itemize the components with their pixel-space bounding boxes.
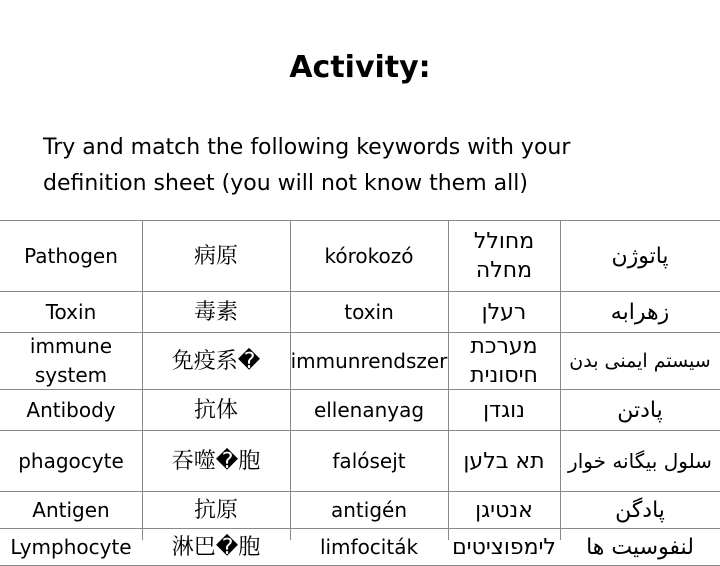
- english-term: Lymphocyte: [10, 534, 132, 559]
- english-term: Pathogen: [24, 243, 118, 268]
- hungarian-term: falósejt: [332, 448, 406, 473]
- persian-term: زهرابه: [610, 299, 670, 325]
- hungarian-term: kórokozó: [324, 243, 414, 268]
- chinese-term: 病原: [193, 243, 238, 269]
- hebrew-term: רעלן: [481, 299, 527, 325]
- english-term: Antibody: [26, 397, 116, 422]
- persian-term: پاتوژن: [611, 243, 669, 269]
- table-row: [0, 292, 720, 333]
- hungarian-term: antigén: [330, 497, 407, 522]
- chinese-term: 免疫系�: [171, 348, 261, 374]
- persian-term: پادتن: [617, 397, 663, 423]
- hungarian-term: ellenanyag: [313, 397, 425, 422]
- persian-term: لنفوسیت ها: [586, 534, 694, 560]
- persian-term: سیستم ایمنی بدن: [569, 349, 711, 372]
- chinese-term: 毒素: [193, 299, 238, 325]
- table-row: [0, 333, 720, 390]
- hungarian-term: limfociták: [319, 534, 419, 559]
- table-row: [0, 221, 720, 292]
- table-row: [0, 492, 720, 529]
- chinese-term: 吞噬�胞: [171, 448, 261, 474]
- column-divider: [448, 220, 449, 540]
- chinese-term: 淋巴�胞: [171, 534, 261, 560]
- persian-term: پادگن: [615, 497, 665, 523]
- hebrew-term: לימפוציטים: [452, 534, 556, 560]
- chinese-term: 抗原: [193, 497, 238, 523]
- table-row: [0, 529, 720, 566]
- english-term: immune system: [29, 334, 113, 387]
- english-term: Toxin: [45, 299, 97, 324]
- hebrew-term: תא בלען: [463, 448, 545, 474]
- hebrew-term: מחולל מחלה: [473, 229, 535, 283]
- column-divider: [142, 220, 143, 540]
- hungarian-term: toxin: [344, 299, 394, 324]
- column-divider: [560, 220, 561, 540]
- chinese-term: 抗体: [193, 397, 238, 423]
- english-term: Antigen: [32, 497, 110, 522]
- keyword-table: [0, 220, 720, 566]
- hungarian-term: immunrendszer: [290, 348, 448, 373]
- table-row: [0, 390, 720, 431]
- hebrew-term: נוגדן: [483, 397, 525, 423]
- hebrew-term: מערכת חיסונית: [470, 334, 538, 388]
- hebrew-term: אנטיגן: [475, 497, 533, 523]
- slide-title: Activity:: [289, 50, 431, 85]
- english-term: phagocyte: [18, 448, 124, 473]
- column-divider: [290, 220, 291, 540]
- persian-term: سلول بیگانه خوار: [568, 448, 712, 473]
- instructions-text: Try and match the following keywords with your definition sheet (you will not know them all): [43, 135, 571, 196]
- table-row: [0, 431, 720, 492]
